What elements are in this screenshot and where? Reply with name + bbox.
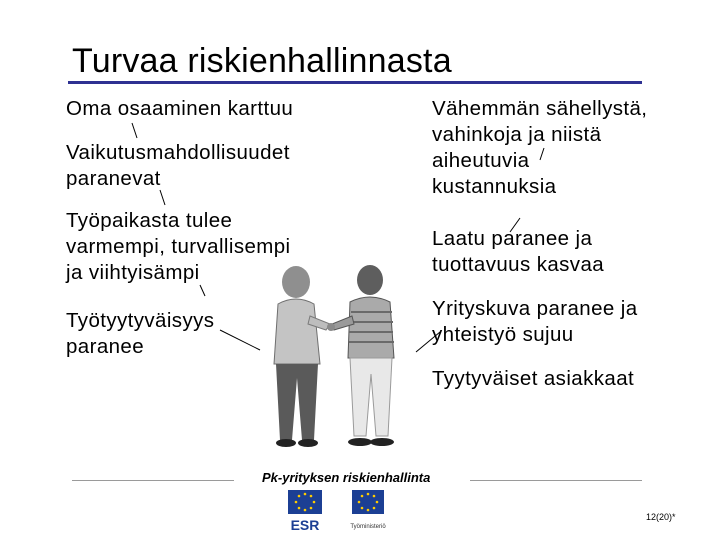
left-item-2: [66, 140, 290, 192]
left-item-1-line-1: Oma osaaminen karttuu: [66, 97, 294, 120]
pointer-line: [132, 123, 137, 138]
ministry-logo: [340, 488, 396, 534]
right-item-3-line-2: yhteistyö sujuu: [432, 323, 574, 346]
right-item-2-line-1: Laatu paranee ja: [432, 227, 593, 250]
right-item-4-line-1: Tyytyväiset asiakkaat: [432, 367, 635, 390]
pointer-line: [160, 190, 165, 205]
right-item-1-line-2: vahinkoja ja niistä: [432, 123, 602, 146]
left-item-3-line-2: varmempi, turvallisempi: [66, 235, 291, 258]
left-item-3-line-3: ja viihtyisämpi: [66, 261, 200, 284]
title-underline: [68, 81, 642, 84]
esr-logo-label: ESR: [290, 517, 320, 533]
left-person: [274, 266, 330, 447]
right-item-3-line-1: Yrityskuva paranee ja: [432, 297, 638, 320]
left-item-4-line-2: paranee: [66, 335, 145, 358]
left-item-1: [66, 96, 293, 122]
left-item-4: [66, 308, 214, 360]
pointer-line: [200, 285, 205, 296]
right-item-1: [432, 96, 647, 200]
right-item-3: [432, 296, 638, 348]
footer-program-title: Pk-yrityksen riskienhallinta: [262, 470, 431, 485]
left-item-2-line-2: paranevat: [66, 167, 161, 190]
footer-rule-right: [470, 480, 642, 481]
footer-rule-left: [72, 480, 234, 481]
handshake-photo: [248, 254, 428, 454]
left-item-4-line-1: Työtyytyväisyys: [66, 309, 215, 332]
left-item-2-line-1: Vaikutusmahdollisuudet: [66, 141, 290, 164]
right-item-1-line-3: aiheutuvia: [432, 149, 530, 172]
right-item-1-line-1: Vähemmän sähellystä,: [432, 97, 648, 120]
right-item-2: [432, 226, 604, 278]
slide-title: Turvaa riskienhallinnasta: [72, 42, 452, 80]
page-number: 12(20)*: [646, 512, 676, 522]
right-item-1-line-4: kustannuksia: [432, 175, 557, 198]
right-person: [332, 265, 394, 446]
ministry-logo-label: Työministeriö: [350, 524, 386, 530]
right-item-4: [432, 366, 634, 392]
left-item-3-line-1: Työpaikasta tulee: [66, 209, 233, 232]
right-item-2-line-2: tuottavuus kasvaa: [432, 253, 605, 276]
handshake: [327, 323, 335, 331]
esr-logo: [280, 488, 330, 534]
